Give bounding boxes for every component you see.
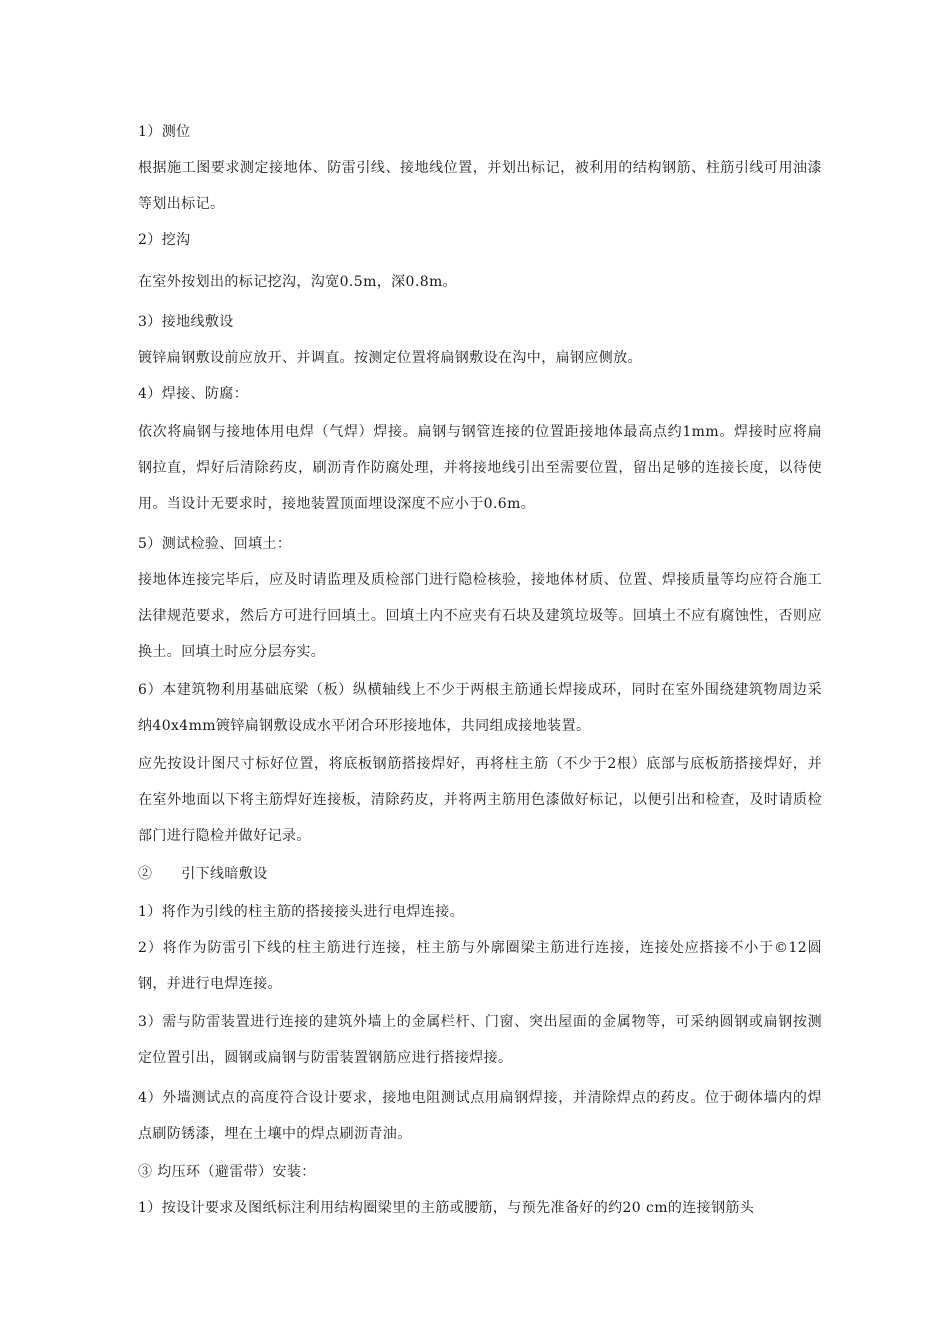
heading-2-trench: 2）挖沟 [138, 232, 191, 248]
heading-4-welding: 4）焊接、防腐： [138, 386, 249, 402]
paragraph-downlead-2: 2）将作为防雷引下线的柱主筋进行连接，柱主筋与外廓圈梁主筋进行连接，连接处应搭接不小于©12圆钢，并进行电焊连接。 [138, 940, 822, 992]
heading-5-testing: 5）测试检验、回填土： [138, 536, 292, 552]
paragraph-downlead-4: 4）外墙测试点的高度符合设计要求，接地电阻测试点用扁钢焊接，并清除焊点的药皮。位于砌体墙内的焊点刷防锈漆，埋在土壤中的焊点刷沥青油。 [138, 1090, 822, 1142]
paragraph-baseplate: 应先按设计图尺寸标好位置，将底板钢筋搭接焊好，再将柱主筋（不少于2根）底部与底板筋搭接焊好，并在室外地面以下将主筋焊好连接板，清除药皮，并将两主筋用色漆做好标记，以便引出和检查，及时请质检部门进行隐检并做好记录。 [138, 756, 822, 844]
paragraph-trench: 在室外按划出的标记挖沟，沟宽0.5m，深0.8m。 [138, 274, 458, 290]
paragraph-item-6: 6）本建筑物利用基础底梁（板）纵横轴线上不少于两根主筋通长焊接成环，同时在室外围绕建筑物周边采纳40x4mm镀锌扁钢敷设成水平闭合环形接地体，共同组成接地装置。 [138, 682, 822, 734]
paragraph-equalizing-ring-1: 1）按设计要求及图纸标注利用结构圈梁里的主筋或腰筋，与预先准备好的约20 cm的连接钢筋头 [138, 1200, 755, 1216]
paragraph-ground-wire: 镀锌扁钢敷设前应放开、并调直。按测定位置将扁钢敷设在沟中，扁钢应侧放。 [138, 350, 642, 366]
paragraph-downlead-3: 3）需与防雷装置进行连接的建筑外墙上的金属栏杆、门窗、突出屋面的金属物等，可采纳圆钢或扁钢按测定位置引出，圆钢或扁钢与防雷装置钢筋应进行搭接焊接。 [138, 1014, 822, 1066]
heading-downlead: ② 引下线暗敷设 [138, 866, 268, 882]
paragraph-survey: 根据施工图要求测定接地体、防雷引线、接地线位置，并划出标记，被利用的结构钢筋、柱筋引线可用油漆等划出标记。 [138, 160, 822, 212]
heading-3-ground-wire: 3）接地线敷设 [138, 314, 234, 330]
paragraph-welding: 依次将扁钢与接地体用电焊（气焊）焊接。扁钢与钢管连接的位置距接地体最高点约1mm。焊接时应将扁钢拉直，焊好后清除药皮，刷沥青作防腐处理，并将接地线引出至需要位置，留出足够的连接长度，以待使用。当设计无要求时，接地装置顶面埋设深度不应小于0.6m。 [138, 424, 822, 512]
heading-equalizing-ring: ③ 均压环（避雷带）安装： [138, 1164, 316, 1180]
heading-1-survey: 1）测位 [138, 124, 191, 140]
paragraph-testing: 接地体连接完毕后，应及时请监理及质检部门进行隐检核验，接地体材质、位置、焊接质量等均应符合施工法律规范要求，然后方可进行回填土。回填土内不应夹有石块及建筑垃圾等。回填土不应有腐蚀性，否则应换土。回填土时应分层夯实。 [138, 572, 822, 660]
paragraph-downlead-1: 1）将作为引线的柱主筋的搭接接头进行电焊连接。 [138, 904, 465, 920]
